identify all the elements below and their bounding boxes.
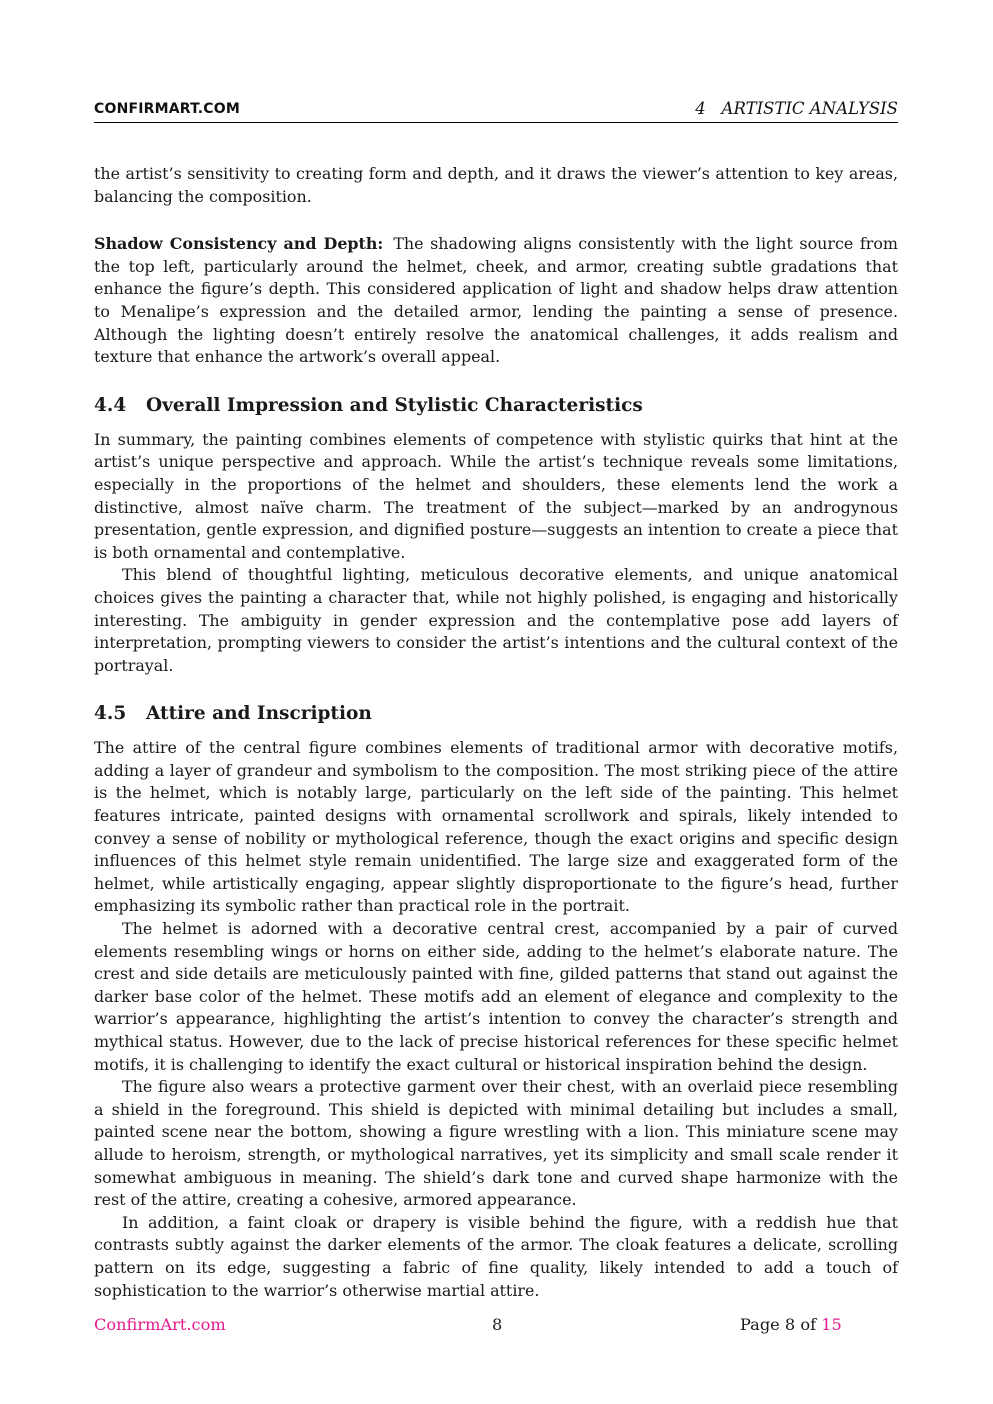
shadow-paragraph — [94, 233, 898, 369]
body-paragraph: In summary, the painting combines elements of competence with stylistic quirks that hint at the artist’s unique perspective and approach. While the artist’s technique reveals some limitations, especially in the proportions of the helmet and shoulders, these elements lend the work a distinctive, almost naïve charm. The treatment of the subject—marked by an androgynous presentation, gentle expression, and dignified posture—suggests an intention to create a piece that is both ornamental and contemplative. — [94, 429, 898, 562]
site-link[interactable]: ConfirmArt.com — [94, 1315, 226, 1334]
section-number: 4.5 — [94, 703, 127, 725]
section-heading-4-4 — [94, 393, 898, 419]
section-number: 4.4 — [94, 394, 127, 416]
body-paragraph: The helmet is adorned with a decorative central crest, accompanied by a pair of curved elements resembling wings or horns on either side, adding to the helmet’s elaborate nature. The crest and side details are meticulously painted with fine, gilded patterns that stand out against the darker base color of the helmet. These motifs add an element of elegance and complexity to the warrior’s appearance, highlighting the artist’s intention to convey the character’s strength and mythical status. However, due to the lack of precise historical references for these specific helmet motifs, it is challenging to identify the exact cultural or historical inspiration behind the design. — [94, 919, 898, 1074]
document-body — [94, 163, 898, 1302]
page-counter — [740, 1315, 842, 1334]
chapter-title: 4 ARTISTIC ANALYSIS — [695, 99, 898, 118]
body-paragraph: The attire of the central figure combines elements of traditional armor with decorative motifs, adding a layer of grandeur and symbolism to the composition. The most striking piece of the attire is the helmet, which is notably large, particularly on the left side of the painting. This helmet features intricate, painted designs with ornamental scrollwork and spirals, likely intended to convey a sense of nobility or mythological reference, though the exact origins and specific design influences of this helmet style remain unidentified. The large size and exaggerated form of the helmet, while artistically engaging, appear slightly disproportionate to the figure’s head, further emphasizing its symbolic rather than practical role in the portrait. — [94, 738, 898, 916]
page-footer — [94, 1315, 898, 1339]
document-page — [94, 0, 898, 1404]
site-logo: CONFIRMART.COM — [94, 101, 241, 117]
paragraph-text: The shadowing aligns consistently with the light source from the top left, particularly around the helmet, cheek, and armor, creating subtle gradations that enhance the figure’s depth. This considered application of light and shadow helps draw attention to Menalipe’s expression and the detailed armor, lending the painting a sense of presence. Although the lighting doesn’t entirely resolve the anatomical challenges, it adds realism and texture that enhance the artwork’s overall appeal. — [94, 234, 898, 367]
paragraph-heading: Shadow Consistency and Depth: — [94, 234, 384, 254]
total-pages-link[interactable]: 15 — [821, 1315, 842, 1334]
section-title: Overall Impression and Stylistic Characteristics — [146, 394, 643, 416]
page-number: 8 — [492, 1315, 503, 1334]
section-heading-4-5 — [94, 701, 898, 727]
section-title: Attire and Inscription — [146, 703, 372, 725]
running-header — [94, 98, 898, 123]
page-counter-label: Page 8 of — [740, 1315, 817, 1334]
body-paragraph: In addition, a faint cloak or drapery is visible behind the figure, with a reddish hue that contrasts subtly against the darker elements of the armor. The cloak features a delicate, scrolling pattern on its edge, suggesting a fabric of fine quality, likely intended to add a touch of sophistication to the warrior’s otherwise martial attire. — [94, 1212, 898, 1300]
body-paragraph: This blend of thoughtful lighting, meticulous decorative elements, and unique anatomical choices gives the painting a character that, while not highly polished, is engaging and historically interesting. The ambiguity in gender expression and the contemplative pose add layers of interpretation, prompting viewers to consider the artist’s intentions and the cultural context of the portrayal. — [94, 565, 898, 675]
continued-paragraph: the artist’s sensitivity to creating form and depth, and it draws the viewer’s attention to key areas, balancing the composition. — [94, 164, 898, 206]
body-paragraph: The figure also wears a protective garment over their chest, with an overlaid piece resembling a shield in the foreground. This shield is depicted with minimal detailing but includes a small, painted scene near the bottom, showing a figure wrestling with a lion. This miniature scene may allude to heroism, strength, or mythological narratives, yet its simplicity and small scale render it somewhat ambiguous in meaning. The shield’s dark tone and curved shape harmonize with the rest of the attire, creating a cohesive, armored appearance. — [94, 1077, 898, 1210]
